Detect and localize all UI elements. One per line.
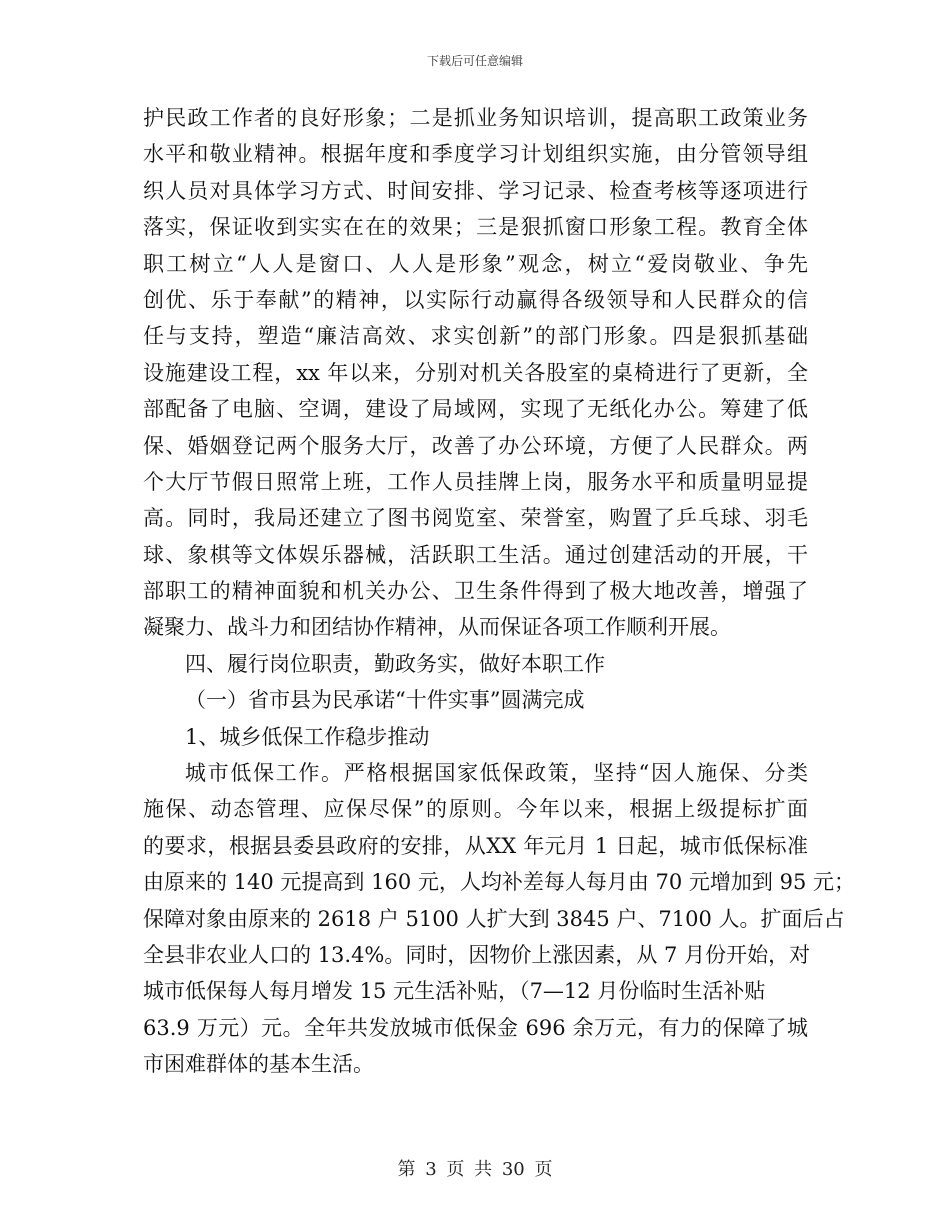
body-line: 球、象棋等文体娱乐器械，活跃职工生活。通过创建活动的开展，干 [143, 542, 808, 567]
body-line: 职工树立“人人是窗口、人人是形象”观念，树立“爱岗敬业、争先 [143, 251, 808, 276]
body-line: 水平和敬业精神。根据年度和季度学习计划组织实施，由分管领导组 [143, 142, 808, 167]
body-line: 部配备了电脑、空调，建设了局域网，实现了无纸化办公。筹建了低 [143, 397, 808, 422]
body-line: 凝聚力、战斗力和团结协作精神，从而保证各项工作顺利开展。 [143, 615, 731, 640]
body-line: 设施建设工程，xx 年以来，分别对机关各股室的桌椅进行了更新，全 [143, 360, 808, 385]
body-line: 部职工的精神面貌和机关办公、卫生条件得到了极大地改善，增强了 [143, 579, 808, 604]
page-number: 第 3 页 共 30 页 [397, 1159, 553, 1180]
body-line: 任与支持，塑造“廉洁高效、求实创新”的部门形象。四是狠抓基础 [143, 324, 808, 349]
body-line: 护民政工作者的良好形象；二是抓业务知识培训，提高职工政策业务 [143, 106, 808, 130]
body-line: 保障对象由原来的 2618 户 5100 人扩大到 3845 户、7100 人。扩面后占 [143, 906, 845, 931]
item-heading: 1、城乡低保工作稳步推动 [185, 724, 430, 749]
body-line: 创优、乐于奉献”的精神，以实际行动赢得各级领导和人民群众的信 [143, 287, 808, 312]
page-header: 下载后可任意编辑 [426, 54, 523, 68]
section-heading: 四、履行岗位职责，勤政务实，做好本职工作 [185, 651, 605, 676]
body-line: 城市低保每人每月增发 15 元生活补贴，（7—12 月份临时生活补贴 [143, 979, 766, 1004]
body-line: 施保、动态管理、应保尽保”的原则。今年以来，根据上级提标扩面 [143, 797, 808, 822]
body-line: 个大厅节假日照常上班，工作人员挂牌上岗，服务水平和质量明显提 [143, 469, 808, 494]
body-line: 城市低保工作。严格根据国家低保政策，坚持“因人施保、分类 [185, 761, 808, 786]
document-body [143, 100, 856, 1083]
body-line: 高。同时，我局还建立了图书阅览室、荣誉室，购置了乒乓球、羽毛 [143, 506, 808, 531]
body-line: 全县非农业人口的 13.4%。同时，因物价上涨因素，从 7 月份开始，对 [143, 942, 811, 967]
body-line: 保、婚姻登记两个服务大厅，改善了办公环境，方便了人民群众。两 [143, 433, 808, 458]
body-line: 63.9 万元）元。全年共发放城市低保金 696 余万元，有力的保障了城 [143, 1015, 808, 1040]
body-line: 织人员对具体学习方式、时间安排、学习记录、检查考核等逐项进行 [143, 178, 808, 203]
subsection-heading: （一）省市县为民承诺“十件实事”圆满完成 [185, 688, 585, 713]
body-line: 的要求，根据县委县政府的安排，从XX 年元月 1 日起，城市低保标准 [143, 833, 808, 858]
body-line: 市困难群体的基本生活。 [143, 1052, 374, 1077]
body-line: 由原来的 140 元提高到 160 元，人均补差每人每月由 70 元增加到 95 元； [143, 870, 856, 895]
body-line: 落实，保证收到实实在在的效果；三是狠抓窗口形象工程。教育全体 [143, 215, 808, 240]
